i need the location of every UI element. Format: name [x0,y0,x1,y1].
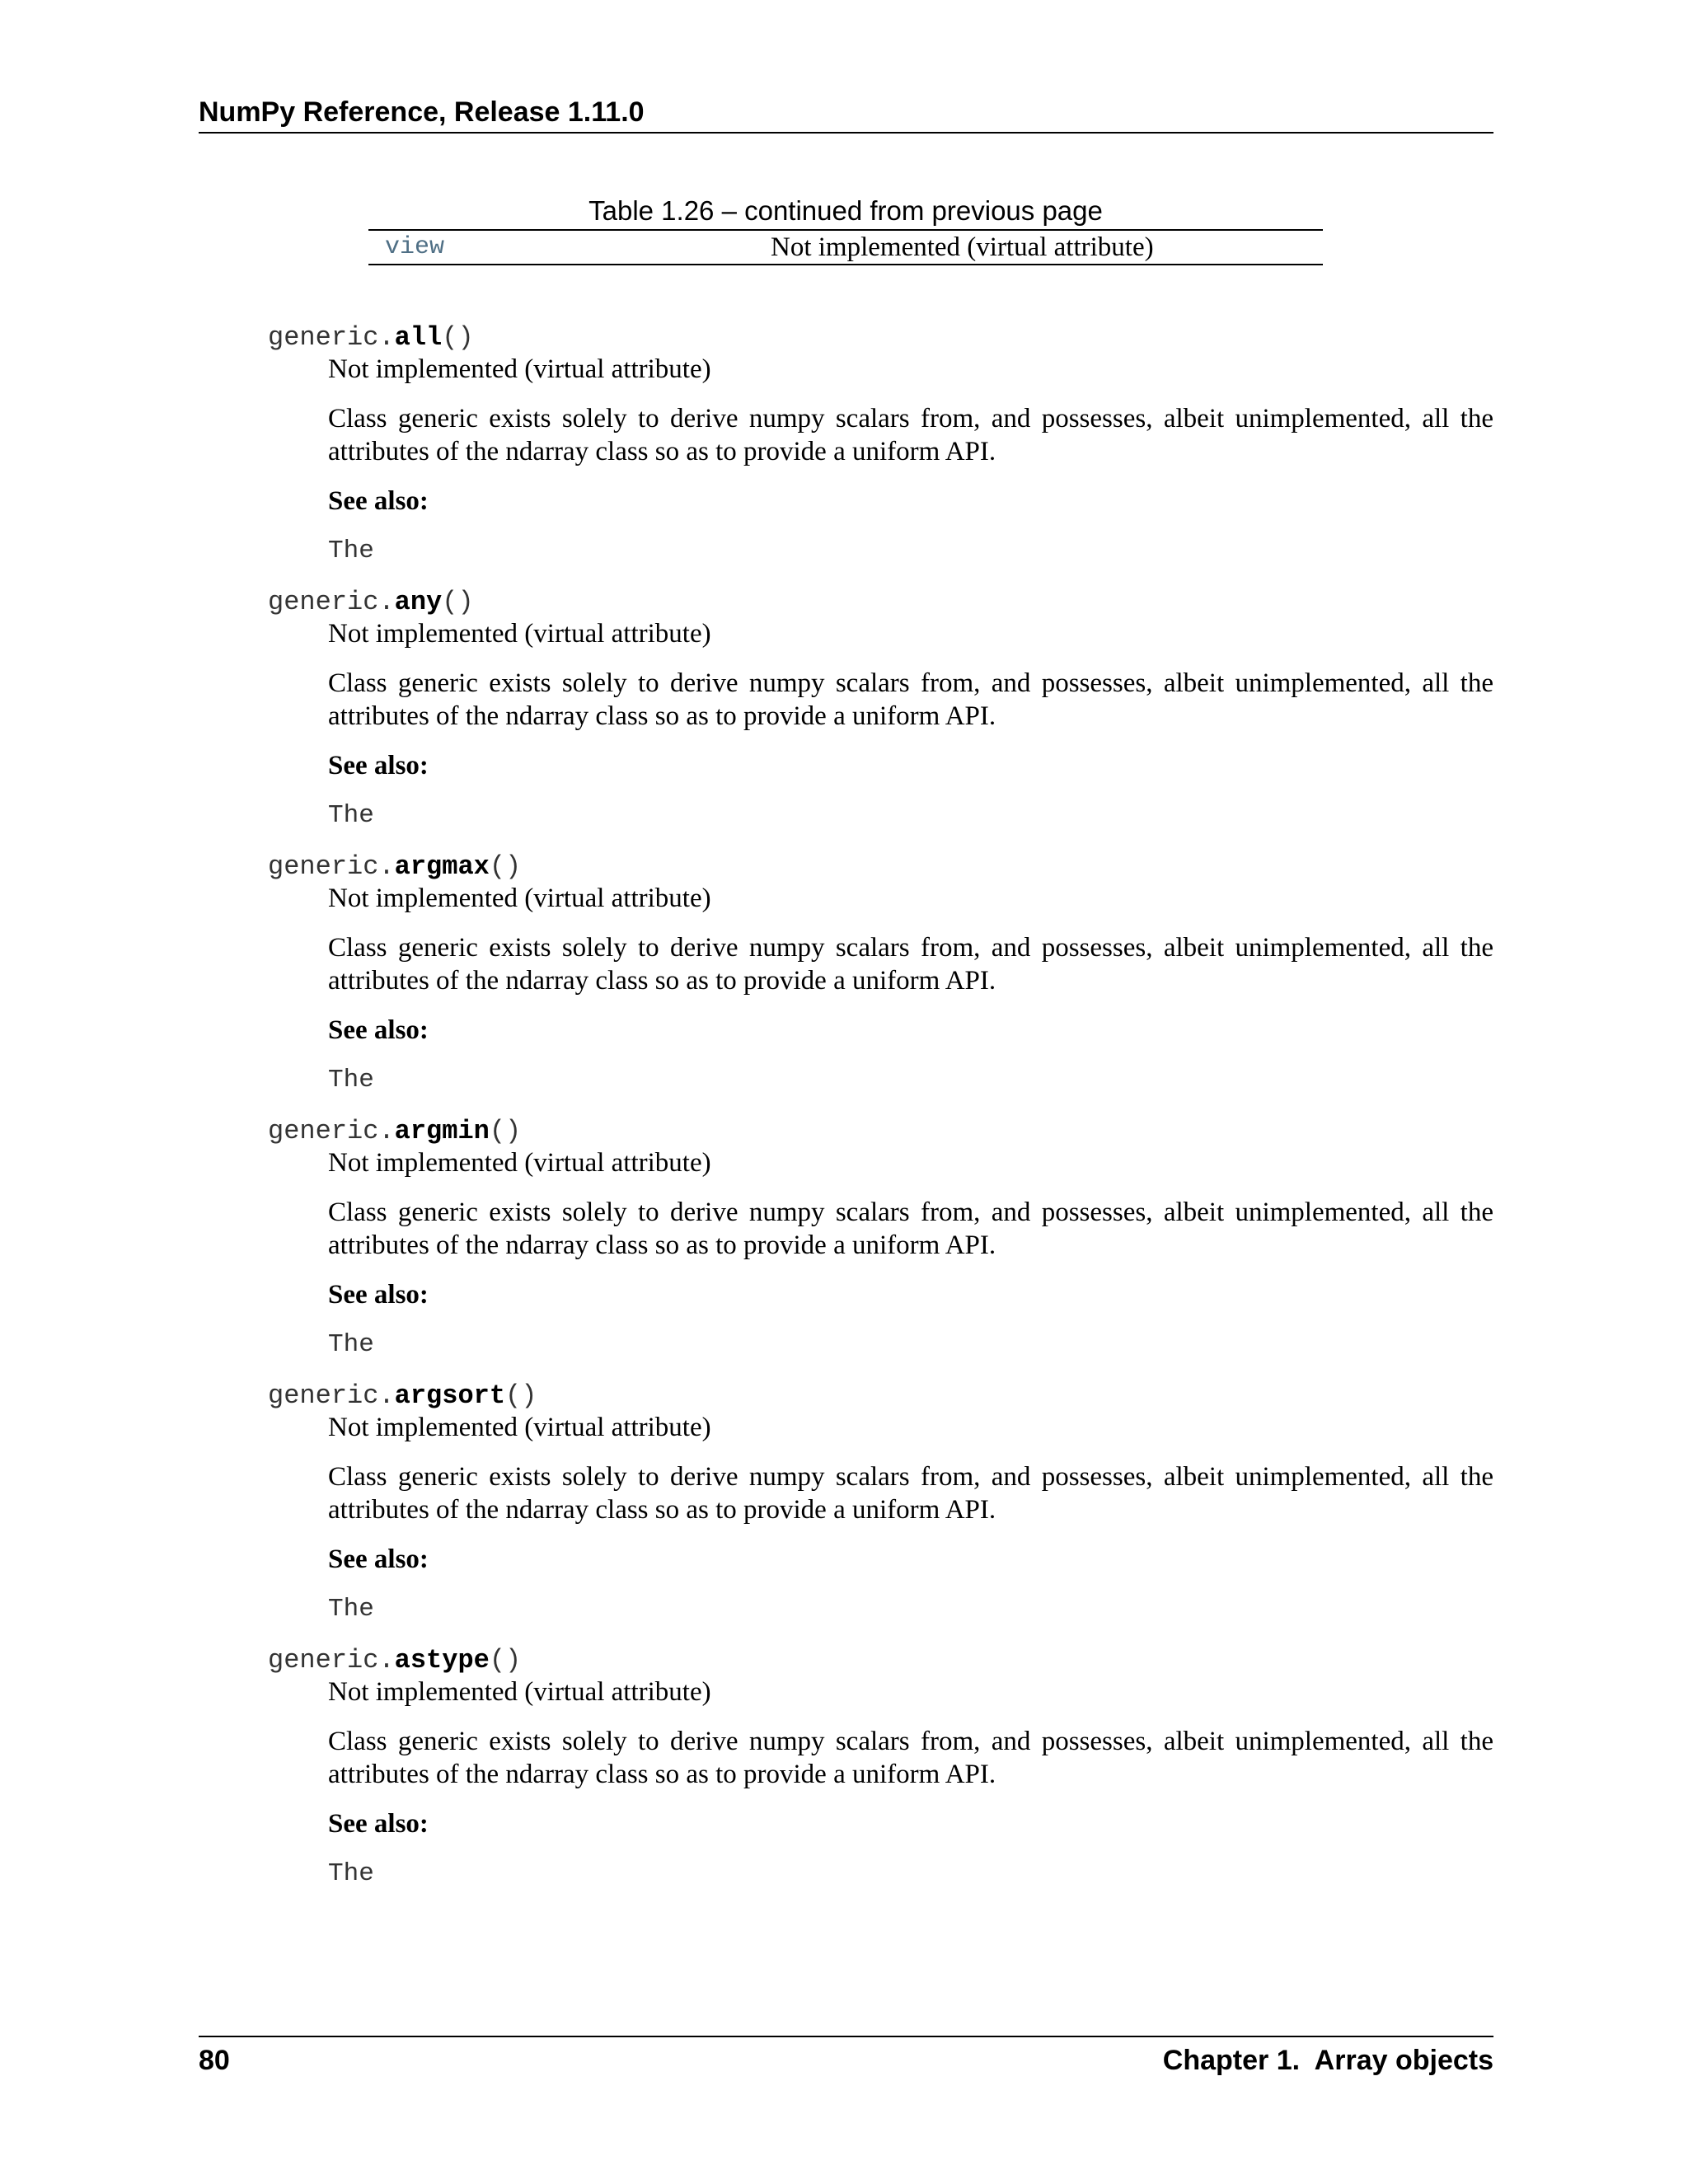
method-description: Class generic exists solely to derive numpy scalars from, and possesses, albeit unimplemented, all the attributes of the ndarray class so as to provide a uniform API. [328,404,1493,466]
signature-prefix: generic. [268,322,395,353]
signature-parens: () [489,1645,522,1675]
see-also-reference: The [328,537,374,565]
method-body [328,882,1493,1097]
method-description: Class generic exists solely to derive numpy scalars from, and possesses, albeit unimplemented, all the attributes of the ndarray class so as to provide a uniform API. [328,668,1493,731]
method-signature [268,321,474,354]
signature-prefix: generic. [268,1645,395,1675]
see-also-heading: See also: [328,1015,429,1045]
see-also-heading: See also: [328,1280,429,1310]
table-caption: Table 1.26 – continued from previous page [588,195,1103,226]
see-also-reference: The [328,1595,374,1624]
method-entry [268,1380,1493,1644]
table-row-link[interactable]: view [385,233,445,261]
signature-parens: () [489,1116,522,1146]
see-also-reference: The [328,1859,374,1888]
method-summary: Not implemented (virtual attribute) [328,1677,711,1707]
method-entries [268,321,1493,1909]
method-signature [268,1644,521,1677]
method-entry [268,1115,1493,1380]
continued-table [368,194,1323,265]
method-name: any [394,587,443,617]
signature-prefix: generic. [268,587,395,617]
method-summary: Not implemented (virtual attribute) [328,883,711,913]
method-signature [268,851,521,883]
method-name: all [394,322,443,353]
method-signature [268,586,474,619]
method-body [328,1411,1493,1626]
page-header [199,91,1493,134]
method-body [328,1146,1493,1361]
method-description: Class generic exists solely to derive numpy scalars from, and possesses, albeit unimplemented, all the attributes of the ndarray class so as to provide a uniform API. [328,1727,1493,1789]
method-summary: Not implemented (virtual attribute) [328,354,711,384]
method-description: Class generic exists solely to derive numpy scalars from, and possesses, albeit unimplemented, all the attributes of the ndarray class so as to provide a uniform API. [328,933,1493,996]
table-row-description: Not implemented (virtual attribute) [771,232,1154,262]
chapter-title: Chapter 1. Array objects [1162,2045,1493,2076]
method-name: argsort [394,1380,506,1411]
method-body [328,1675,1493,1891]
signature-prefix: generic. [268,851,395,882]
method-summary: Not implemented (virtual attribute) [328,619,711,649]
signature-parens: () [505,1380,537,1411]
method-name: argmax [394,851,490,882]
see-also-reference: The [328,801,374,830]
method-entry [268,321,1493,586]
running-title: NumPy Reference, Release 1.11.0 [199,96,645,128]
method-name: argmin [394,1116,490,1146]
method-entry [268,851,1493,1115]
method-description: Class generic exists solely to derive numpy scalars from, and possesses, albeit unimplemented, all the attributes of the ndarray class so as to provide a uniform API. [328,1462,1493,1525]
signature-parens: () [442,322,474,353]
signature-prefix: generic. [268,1116,395,1146]
page-footer [199,2036,1493,2079]
method-description: Class generic exists solely to derive numpy scalars from, and possesses, albeit unimplemented, all the attributes of the ndarray class so as to provide a uniform API. [328,1197,1493,1260]
see-also-reference: The [328,1066,374,1094]
page-number: 80 [199,2045,230,2076]
method-signature [268,1115,521,1148]
method-summary: Not implemented (virtual attribute) [328,1148,711,1178]
signature-parens: () [442,587,474,617]
see-also-reference: The [328,1330,374,1359]
method-entry [268,1644,1493,1909]
method-name: astype [394,1645,490,1675]
see-also-heading: See also: [328,1544,429,1574]
signature-prefix: generic. [268,1380,395,1411]
see-also-heading: See also: [328,751,429,780]
see-also-heading: See also: [328,1809,429,1839]
method-summary: Not implemented (virtual attribute) [328,1413,711,1442]
method-body [328,353,1493,568]
table-row [368,231,1323,265]
method-signature [268,1380,537,1413]
method-body [328,617,1493,832]
method-entry [268,586,1493,851]
signature-parens: () [489,851,522,882]
see-also-heading: See also: [328,486,429,516]
